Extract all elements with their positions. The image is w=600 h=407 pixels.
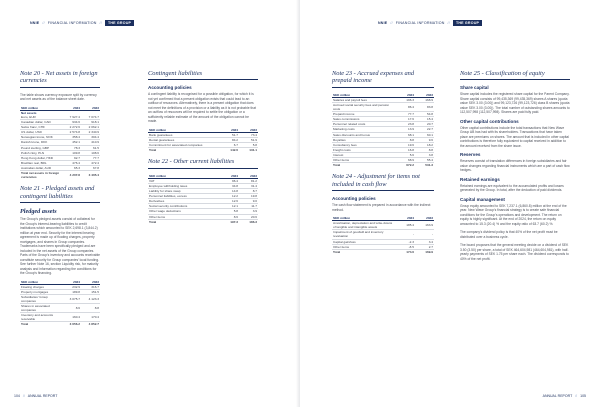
row-value-prior: 108.6 [81, 150, 100, 155]
row-label: Floating charges [20, 284, 62, 289]
row-label: Amortisation, depreciation and write-downs of tangible and intangible assets [332, 221, 396, 230]
table-header-label: SEK million [332, 216, 396, 221]
total-value-prior: 131.1 [239, 148, 258, 153]
footer-separator: // [22, 394, 25, 398]
total-value-current: 3 656.2 [62, 322, 81, 327]
note21-body: The Group's pledged assets consist of collateral for the Group's interest-bearing liabilities to credit institutions which amounted to SEK 2,698.1 (3,844.2) million at year end. Security for the interest bearing agreement is made up of floating charges, property mortgages, and shares in Group companies. Trademarks have been specifically pledged and are included in the net assets of the Group companies. Parts of the Group's inventory and accounts receivable constitute security for Group companies' local funding. See further Note 16, section Liquidity risk, for maturity analysis and information regarding the conditions for the Group's financing. [20, 217, 100, 276]
row-label: US dollar, USD [20, 130, 62, 135]
row-value-prior: 81.2 [239, 178, 258, 183]
row-value-current: 16.8 [396, 147, 415, 152]
row-value-current: -8.5 [396, 244, 415, 249]
note21-title: Note 21 - Pledged assets and contingent liabilities [20, 185, 95, 200]
row-value-prior: 51.9 [239, 138, 258, 143]
reserves-text: Reserves consist of translation differences in foreign subsidiaries and fair value changes regarding financial instruments which are a part of cash flow hedges. [460, 159, 570, 173]
row-label: Marketing costs [332, 127, 396, 132]
table-header-year: 2023 [415, 216, 434, 221]
note22-title: Note 22 - Other current liabilities [148, 158, 235, 166]
row-value-current: 68.9 [396, 158, 415, 163]
footer-label: ANNUAL REPORT [27, 394, 58, 398]
row-label: Accrued social security fees and pension costs [332, 103, 396, 112]
row-value-current: 19.6 [396, 142, 415, 147]
row-value-current: 6.7 [220, 143, 239, 148]
row-value-current: 358.4 [62, 135, 81, 140]
footer-label: ANNUAL REPORT [542, 394, 573, 398]
row-value-current: 51.7 [220, 133, 239, 138]
header-separator: // [42, 21, 45, 25]
row-value-prior: 67.8 [81, 165, 100, 170]
row-value-prior: 3.8 [415, 152, 434, 157]
table-header-label: SEK million [148, 174, 220, 179]
row-value-prior: 19.8 [239, 194, 258, 199]
table-total-row [148, 148, 258, 153]
right-page [300, 0, 600, 407]
divider [460, 79, 570, 80]
row-value-current: -2.3 [396, 239, 415, 244]
divider [148, 79, 258, 80]
row-label: Salaries and payroll fees [332, 97, 396, 102]
table-header-year: 2024 [62, 280, 81, 285]
page-number: 104 [14, 394, 20, 398]
table-row [20, 313, 100, 322]
row-value-current: 14.8 [220, 189, 239, 194]
contingent-subheading: Accounting policies [148, 85, 192, 91]
total-label: Total [148, 219, 220, 224]
total-label: Total net assets in foreign currencies [20, 171, 62, 180]
column-note20-21 [20, 70, 100, 332]
row-value-current: 2 574.8 [62, 130, 81, 135]
row-value-current: 7 927.4 [62, 115, 81, 120]
row-label: Sales commissions [332, 117, 396, 122]
table-header-label: SEK million [148, 128, 220, 133]
row-label: Property mortgages [20, 289, 62, 294]
row-label: Freight costs [332, 147, 396, 152]
row-value-prior: 316.7 [81, 284, 100, 289]
row-value-current: 3 075.7 [62, 294, 81, 303]
header-tag: THE GROUP [105, 20, 134, 26]
row-value-current: 189.8 [62, 289, 81, 294]
note24-subheading: Accounting policies [332, 196, 376, 202]
page-number: 105 [580, 394, 586, 398]
table-total-row [20, 171, 100, 180]
page-header [378, 19, 482, 27]
row-label: Brazilian real, BRL [20, 160, 62, 165]
total-label: Total [332, 249, 396, 254]
row-value-current: 23.8 [396, 122, 415, 127]
total-value-current: 197.3 [220, 219, 239, 224]
header-separator: // [447, 21, 450, 25]
note21-table [20, 280, 100, 327]
row-value-prior: 54.8 [415, 112, 434, 117]
other-capital-text: Other capital contributions include the total transactions that New Wave Group AB has had with its shareholders. Transactions that have taken place are premiums on shares. The amount that is included in other capital contributions is therefore fully equivalent to capital received in addition to the amount received from the share issue. [460, 125, 569, 148]
row-label: Capital gain/loss [332, 239, 396, 244]
row-value-prior: 151.5 [81, 289, 100, 294]
footer-separator: // [575, 394, 578, 398]
row-value-current: 8.6 [220, 214, 239, 219]
row-value-prior: 77.7 [81, 155, 100, 160]
row-value-prior: 5.8 [239, 143, 258, 148]
divider [332, 190, 434, 191]
table-total-row [332, 163, 434, 168]
row-value-prior: 55.4 [415, 158, 434, 163]
row-label: Commitment for associated companies [148, 143, 220, 148]
row-value-current: 92.7 [62, 155, 81, 160]
header-section: FINANCIAL INFORMATION [395, 21, 445, 25]
row-value-prior: - [415, 230, 434, 239]
row-value-prior: 61.5 [81, 145, 100, 150]
row-value-current: 12.1 [220, 204, 239, 209]
row-label: Subsidiaries' Group companies [20, 294, 62, 303]
total-value-prior: 3 405.4 [81, 171, 100, 180]
contingent-title: Contingent liabilities [148, 70, 203, 77]
total-value-prior: 169.9 [415, 249, 434, 254]
header-tag: THE GROUP [453, 20, 482, 26]
table-header-year: 2023 [239, 174, 258, 179]
row-label: Other items [332, 244, 396, 249]
total-label: Total [332, 163, 396, 168]
dividend-policy-text: The company's dividend policy is that 40% of the net profit must be distributed over a business cycle. [460, 230, 558, 239]
row-label: Personnel related costs [332, 122, 396, 127]
row-label: VAT [148, 178, 220, 183]
row-value-current: 96.4 [220, 178, 239, 183]
total-label: Total [20, 322, 62, 327]
row-label: Personnel liabilities, excess [148, 194, 220, 199]
capital-management-text: Group equity amounted to SEK 7,237.1 (6,860.8) million at the end of the year. New Wave Group's financial strategy is to create safe financial conditions for the Group's operations and development. The return on equity is highly significant. At the end of 2024, the return on equity amounted to 15.3 (20.4) % and the equity ratio of 63.7 (60.2) %. [460, 203, 567, 226]
row-value-prior: 31.4 [239, 183, 258, 188]
row-value-current: 8.8 [396, 137, 415, 142]
table-row [20, 294, 100, 303]
table-header-label: SEK million [332, 93, 396, 98]
divider [20, 87, 100, 88]
row-value-current: 77.7 [396, 112, 415, 117]
table-header-year: 2024 [220, 128, 239, 133]
column-note25 [460, 70, 570, 265]
row-label: Australian dollar, AUD [20, 165, 62, 170]
row-value-current: 109.8 [62, 150, 81, 155]
row-label: Bank guarantees [148, 133, 220, 138]
row-label: Norwegian krone, NOK [20, 135, 62, 140]
note23-table [332, 93, 434, 167]
row-value-prior: 9.6 [415, 137, 434, 142]
row-value-current: 5.6 [396, 152, 415, 157]
row-value-current: 68.1 [396, 132, 415, 137]
table-subheader: Net assets [21, 110, 37, 115]
column-note23-24 [332, 70, 434, 260]
row-value-current: 12.6 [220, 199, 239, 204]
retained-earnings-heading: Retained earnings [460, 176, 500, 182]
row-value-prior: 7 074.7 [81, 115, 100, 120]
row-label: Liability for share swap [148, 189, 220, 194]
share-capital-text: Share capital includes the registered share capital for the Parent Company. Share capital consists of 99,435,369 (99,435,369) shares A shares (quota value SEK 3.00 (3.00)) and 99,123,726 (99,123,726) class B shares (quota value SEK 3.00 (3.00)). The total number of outstanding shares amounts to 112,507,998 (112,507,998). Shares are paid fully paid. [460, 92, 570, 115]
row-label: Other wage deductions [148, 209, 220, 214]
row-value-prior: 20.7 [415, 122, 434, 127]
total-label: Total [148, 148, 220, 153]
reserves-heading: Reserves [460, 152, 481, 158]
row-label: Pound sterling, GBP [20, 145, 62, 150]
row-label: Derivatives [148, 199, 220, 204]
row-value-prior: 3.4 [415, 239, 434, 244]
note20-intro: The table shows currency exposure split by currency and net assets as of the balance sheet date. [20, 92, 97, 102]
row-value-current: 84.2 [220, 138, 239, 143]
row-label: Sales discounts and bonus [332, 132, 396, 137]
table-header-year: 2023 [81, 280, 100, 285]
row-value-current: 452.1 [62, 140, 81, 145]
dividend-proposal-text: The board proposes that the general meeting decide on a dividend of SEK 3.50 (3.50) per share, a total of SEK 464,604,981 (464,604,981), with half-yearly payments of SEK 1.75 per share each. The dividend corresponds to 40% of the net profit. [460, 243, 569, 261]
row-label: Swiss franc, CHF [20, 125, 62, 130]
note24-body: The cash flow statement is prepared in accordance with the indirect method. [332, 203, 431, 212]
note22-table [148, 174, 258, 224]
total-value-prior: 531.3 [415, 163, 434, 168]
total-value-current: 4 207.8 [62, 171, 81, 180]
table-row [332, 230, 434, 239]
row-value-current: 65.3 [62, 165, 81, 170]
table-row [332, 221, 434, 230]
row-label: Interest [332, 152, 396, 157]
row-value-prior: 9.0 [239, 199, 258, 204]
row-value-prior: 15.4 [415, 117, 434, 122]
retained-earnings-text: Retained earnings are equivalent to the accumulated profits and losses generated by the Group. In total, after the deduction of paid dividends. [460, 183, 564, 193]
note21-subheading: Pledged assets [20, 208, 57, 216]
right-footer [543, 394, 586, 398]
row-value-current: 476.4 [62, 160, 81, 165]
row-value-prior: 410.9 [81, 140, 100, 145]
row-label: Other items [332, 158, 396, 163]
row-value-prior: 22.7 [415, 127, 434, 132]
row-value-prior: 2 062.1 [81, 125, 100, 130]
row-label: Impairment of goodwill and inventory revaluation [332, 230, 396, 239]
row-label: Other items [148, 214, 220, 219]
note25-title: Note 25 - Classification of equity [460, 70, 545, 77]
row-value-prior: 2 340.9 [81, 130, 100, 135]
page-header [30, 19, 134, 27]
row-value-current: 8.6 [62, 304, 81, 313]
share-capital-heading: Share capital [460, 85, 489, 91]
row-label: Shares in associated companies [20, 304, 62, 313]
row-value-prior: 472.4 [81, 160, 100, 165]
table-header-label: SEK million [20, 280, 62, 285]
table-total-row [20, 322, 100, 327]
total-value-prior: 186.3 [239, 219, 258, 224]
row-value-current: 86.4 [396, 103, 415, 112]
row-value-prior: 170.4 [81, 313, 100, 322]
table-header-year: 2024 [396, 93, 415, 98]
row-label: Euro, EUR [20, 115, 62, 120]
row-label: Prepaid income [332, 112, 396, 117]
total-value-prior: 4 852.7 [81, 322, 100, 327]
row-label: Hong Kong dollar, HKD [20, 155, 62, 160]
header-separator: // [390, 21, 393, 25]
row-label: Royalties [332, 137, 396, 142]
row-value-current: 12.2 [220, 194, 239, 199]
row-value-current: 185.4 [396, 221, 415, 230]
row-value-current: 232.9 [62, 284, 81, 289]
table-header-year: 2024 [396, 216, 415, 221]
row-value-current: 2 272.6 [62, 125, 81, 130]
row-value-prior: 163.9 [415, 221, 434, 230]
row-label: Rental guarantees [148, 138, 220, 143]
table-row [332, 103, 434, 112]
row-value-prior: 73.4 [239, 133, 258, 138]
row-label: Danish krone, DKK [20, 140, 62, 145]
total-value-current: 174.6 [396, 249, 415, 254]
contingent-body: A contingent liability is recognised for a possible obligation, for which it is not yet confirmed that a present obligation exists that could lead to an outflow of resources. Alternatively, there is a present obligation that does not meet the definitions of a provision or a liability as it is not probable that an outflow of resources will be required to settle the obligation or a sufficiently reliable estimate of the amount of the obligation cannot be made. [148, 92, 256, 124]
row-value-prior: 8.8 [81, 304, 100, 313]
total-value-current: 672.2 [396, 163, 415, 168]
note24-table [332, 216, 434, 254]
header-brand: NNIE [30, 21, 40, 25]
row-value-prior: 168.9 [415, 97, 434, 102]
table-header-year: 2023 [239, 128, 258, 133]
table-header-year: 2024 [220, 174, 239, 179]
row-value-prior: 60.1 [415, 132, 434, 137]
row-value-current: 34.8 [220, 183, 239, 188]
row-label: Consultancy fees [332, 142, 396, 147]
row-value-current: 160.4 [62, 313, 81, 322]
divider [332, 87, 434, 88]
table-header-year: 2023 [81, 106, 100, 111]
row-value-prior: 4 123.3 [81, 294, 100, 303]
divider [148, 168, 258, 169]
other-capital-heading: Other capital contributions [460, 118, 519, 124]
row-value-prior: 18.2 [415, 142, 434, 147]
note23-title: Note 23 - Accrued expenses and prepaid income [332, 70, 415, 85]
table-row [20, 304, 100, 313]
table-total-row [332, 249, 434, 254]
note20-title: Note 20 - Net assets in foreign currencies [20, 70, 98, 85]
table-header-year: 2023 [415, 93, 434, 98]
header-section: FINANCIAL INFORMATION [47, 21, 97, 25]
note20-table [20, 106, 100, 179]
row-value-prior: 11.7 [239, 204, 258, 209]
row-value-current: 934.6 [62, 120, 81, 125]
left-footer [14, 394, 57, 398]
note24-title: Note 24 - Adjustment for items not included in cash flow [332, 173, 420, 188]
row-value-prior: 3.9 [239, 209, 258, 214]
capital-management-heading: Capital management [460, 196, 505, 202]
row-value-current: 78.3 [62, 145, 81, 150]
contingent-table [148, 128, 258, 152]
row-value-prior: 8.8 [415, 147, 434, 152]
row-value-prior: 2.7 [415, 244, 434, 249]
row-value-prior: 304.4 [81, 135, 100, 140]
table-header-year: 2024 [62, 106, 81, 111]
row-value-current: - [396, 230, 415, 239]
row-value-prior: 20.6 [239, 214, 258, 219]
header-separator: // [99, 21, 102, 25]
row-value-current: 13.9 [396, 127, 415, 132]
row-value-current: 5.8 [220, 209, 239, 214]
row-value-prior: 8.7 [239, 189, 258, 194]
row-label: Employee withholding taxes [148, 183, 220, 188]
row-value-current: 196.3 [396, 97, 415, 102]
total-value-current: 142.6 [220, 148, 239, 153]
row-value-prior: 918.1 [81, 120, 100, 125]
row-label: Polish zloty, PLN [20, 150, 62, 155]
row-label: Inventory and accounts receivable [20, 313, 62, 322]
row-label: Canadian dollar, CAD [20, 120, 62, 125]
divider [20, 202, 100, 203]
row-label: Social security contributions [148, 204, 220, 209]
row-value-current: 17.6 [396, 117, 415, 122]
table-header-label: SEK million [20, 106, 62, 111]
table-total-row [148, 219, 258, 224]
column-contingent-22 [148, 70, 258, 230]
header-brand: NNIE [378, 21, 388, 25]
row-value-prior: 83.8 [415, 103, 434, 112]
